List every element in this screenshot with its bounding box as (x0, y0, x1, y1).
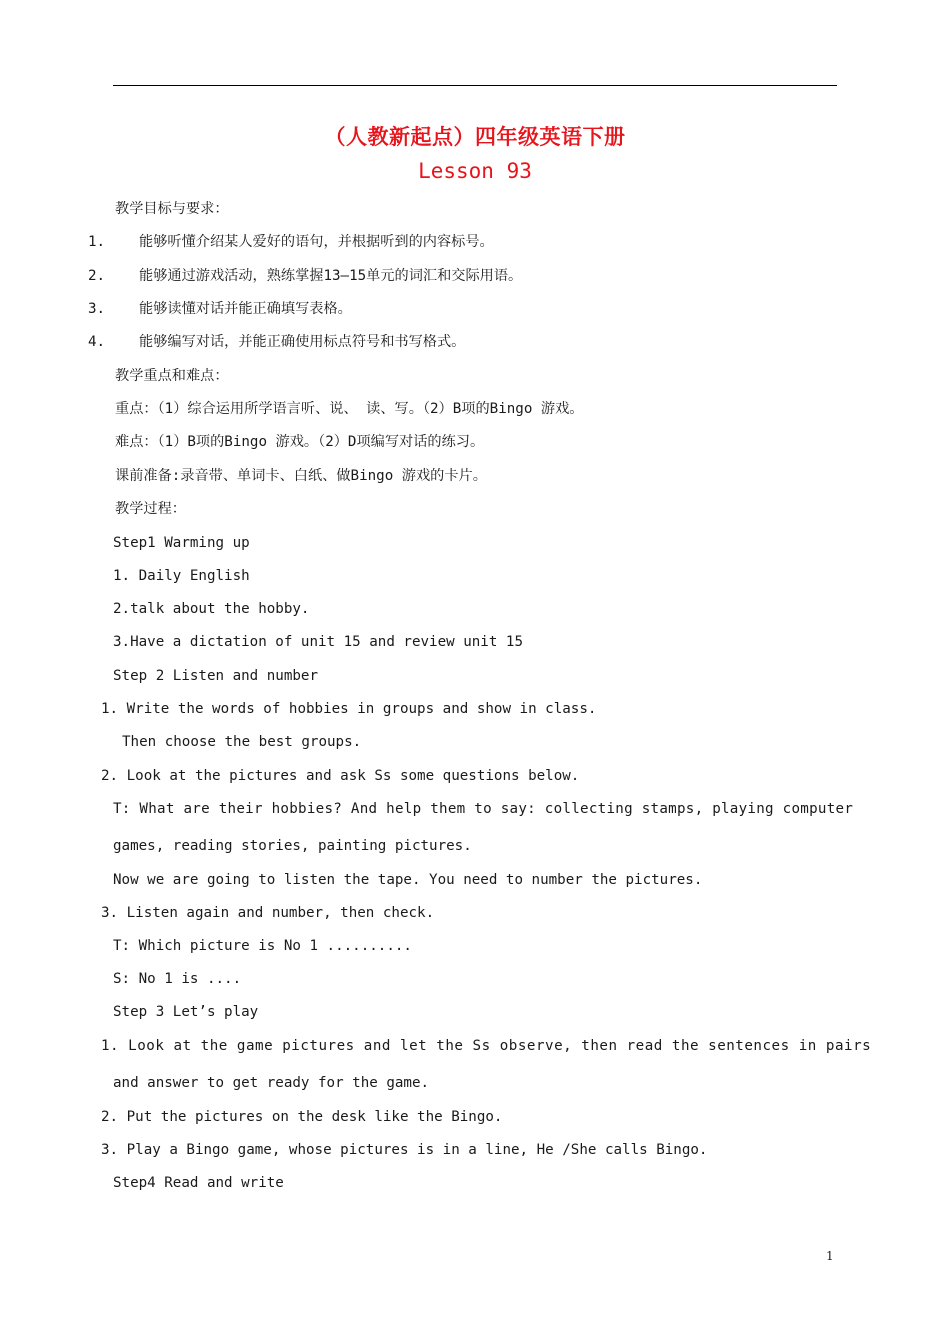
step-heading: Step1 Warming up (113, 535, 250, 551)
document-title: （人教新起点）四年级英语下册 (324, 124, 626, 149)
objective-number: 1. (88, 234, 106, 250)
dialogue-line: T: Which picture is No 1 .......... (113, 938, 412, 954)
heading-key-points: 教学重点和难点： (115, 368, 229, 384)
step-item: 1. Write the words of hobbies in groups and show in class. (101, 701, 597, 717)
step-item: 2. Put the pictures on the desk like the Bingo. (101, 1109, 503, 1125)
lesson-title: Lesson 93 (418, 159, 532, 183)
objective-item: 能够读懂对话并能正确填写表格。 (139, 301, 352, 317)
key-points: 重点：（1）综合运用所学语言听、说、 读、写。（2）B项的Bingo 游戏。 (115, 401, 584, 417)
dialogue-line: Now we are going to listen the tape. You need to number the pictures. (113, 872, 703, 888)
heading-procedure: 教学过程： (115, 501, 186, 517)
step-item: 1. Look at the game pictures and let the Ss observe, then read the sentences in pairs (101, 1038, 872, 1054)
step-item: 2. Look at the pictures and ask Ss some questions below. (101, 768, 580, 784)
dialogue-line: T: What are their hobbies? And help them to say: collecting stamps, playing computer (113, 801, 854, 817)
objective-number: 2. (88, 268, 106, 284)
step-item: 3. Listen again and number, then check. (101, 905, 435, 921)
dialogue-line: games, reading stories, painting pictures. (113, 838, 472, 854)
step-heading: Step 3 Let’s play (113, 1004, 259, 1020)
step-item: 3.Have a dictation of unit 15 and review unit 15 (113, 634, 523, 650)
dialogue-line: S: No 1 is .... (113, 971, 242, 987)
difficult-points: 难点：（1）B项的Bingo 游戏。（2）D项编写对话的练习。 (115, 434, 485, 450)
step-item: 2.talk about the hobby. (113, 601, 310, 617)
header-rule (113, 85, 837, 86)
objective-number: 4. (88, 334, 106, 350)
page-number: 1 (826, 1249, 834, 1263)
preparation: 课前准备:录音带、单词卡、白纸、做Bingo 游戏的卡片。 (115, 468, 487, 484)
heading-objectives: 教学目标与要求： (115, 201, 229, 217)
step-item-continued: and answer to get ready for the game. (113, 1075, 430, 1091)
step-item-continued: Then choose the best groups. (122, 734, 362, 750)
step-heading: Step4 Read and write (113, 1175, 284, 1191)
objective-number: 3. (88, 301, 106, 317)
objective-item: 能够听懂介绍某人爱好的语句，并根据听到的内容标号。 (139, 234, 494, 250)
objective-item: 能够通过游戏活动，熟练掌握13—15单元的词汇和交际用语。 (139, 268, 523, 284)
step-item: 1. Daily English (113, 568, 250, 584)
step-heading: Step 2 Listen and number (113, 668, 318, 684)
objective-item: 能够编写对话，并能正确使用标点符号和书写格式。 (139, 334, 466, 350)
step-item: 3. Play a Bingo game, whose pictures is in a line, He /She calls Bingo. (101, 1142, 708, 1158)
